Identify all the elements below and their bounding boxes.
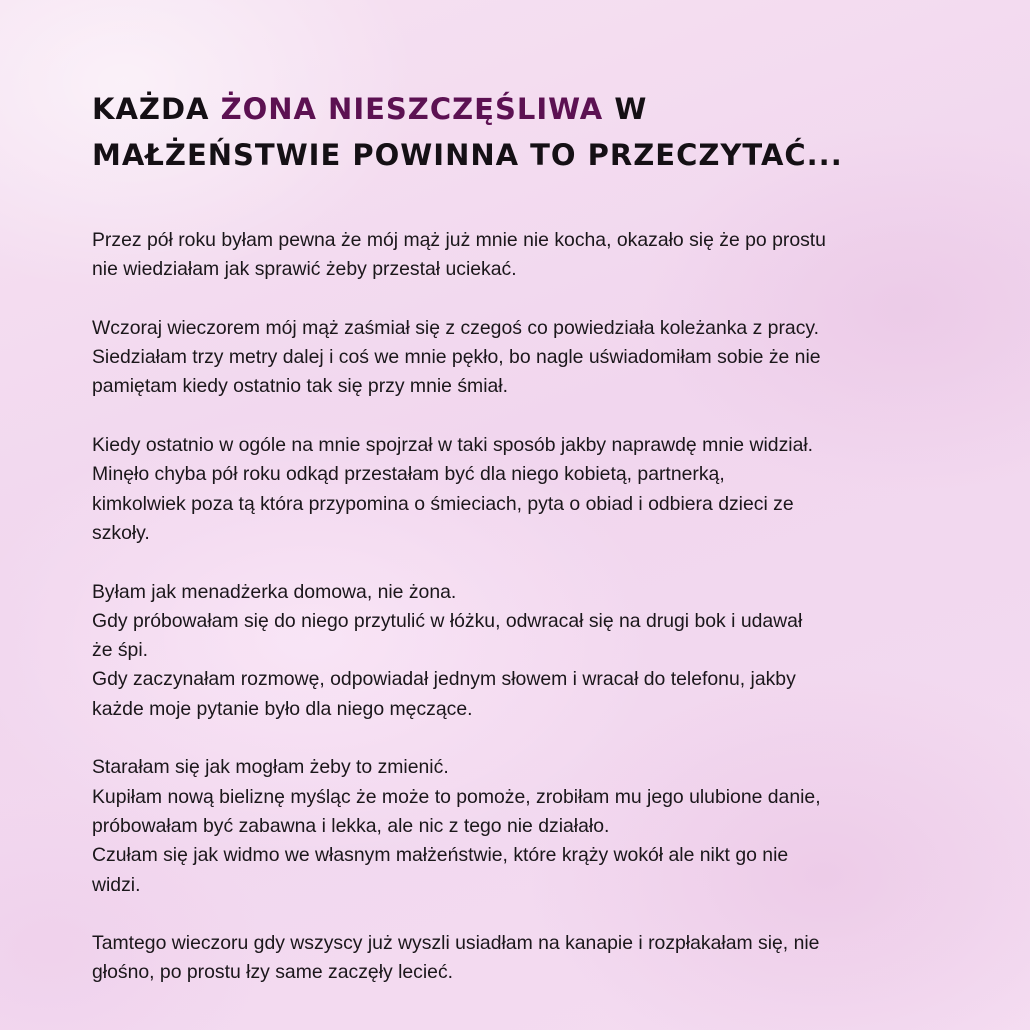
headline-part-2: W <box>603 92 648 126</box>
paragraph-4 <box>92 578 962 724</box>
paragraph-line: próbowałam być zabawna i lekka, ale nic z tego nie działało. <box>92 814 610 837</box>
paragraph-line: Kupiłam nową bieliznę myśląc że może to pomoże, zrobiłam mu jego ulubione danie, <box>92 785 821 808</box>
paragraph-line: Czułam się jak widmo we własnym małżeństwie, które krąży wokół ale nikt go nie <box>92 844 789 867</box>
paragraph-line: pamiętam kiedy ostatnio tak się przy mnie śmiał. <box>92 375 508 398</box>
headline-part-1: KAŻDA <box>92 92 221 126</box>
paragraph-line: głośno, po prostu łzy same zaczęły lecieć. <box>92 961 454 984</box>
headline-accent: ŻONA NIESZCZĘŚLIWA <box>220 92 604 126</box>
paragraph-line: każde moje pytanie było dla niego męczące. <box>92 697 473 720</box>
paragraph-line: Byłam jak menadżerka domowa, nie żona. <box>92 580 457 603</box>
paragraph-line: nie wiedziałam jak sprawić żeby przestał uciekać. <box>92 258 517 281</box>
paragraph-3 <box>92 431 962 548</box>
paragraph-line: Gdy zaczynałam rozmowę, odpowiadał jednym słowem i wracał do telefonu, jakby <box>92 668 796 691</box>
story-body <box>92 226 962 1017</box>
paragraph-5 <box>92 753 962 899</box>
paragraph-line: Siedziałam trzy metry dalej i coś we mnie pękło, bo nagle uświadomiłam sobie że nie <box>92 346 821 369</box>
paragraph-line: widzi. <box>92 873 141 896</box>
paragraph-1 <box>92 226 962 285</box>
paragraph-2 <box>92 314 962 402</box>
headline <box>92 86 972 178</box>
paragraph-line: Gdy próbowałam się do niego przytulić w łóżku, odwracał się na drugi bok i udawał <box>92 609 803 632</box>
paragraph-line: że śpi. <box>92 639 149 662</box>
paragraph-line: Tamtego wieczoru gdy wszyscy już wyszli usiadłam na kanapie i rozpłakałam się, nie <box>92 932 820 955</box>
paragraph-6 <box>92 929 962 988</box>
paragraph-line: Minęło chyba pół roku odkąd przestałam być dla niego kobietą, partnerką, <box>92 463 725 486</box>
paragraph-line: Przez pół roku byłam pewna że mój mąż już mnie nie kocha, okazało się że po prostu <box>92 229 826 251</box>
paragraph-line: Wczoraj wieczorem mój mąż zaśmiał się z czegoś co powiedziała koleżanka z pracy. <box>92 316 820 339</box>
paragraph-line: szkoły. <box>92 521 150 544</box>
paragraph-line: Starałam się jak mogłam żeby to zmienić. <box>92 756 449 779</box>
paragraph-line: Kiedy ostatnio w ogóle na mnie spojrzał w taki sposób jakby naprawdę mnie widział. <box>92 434 814 457</box>
paragraph-line: kimkolwiek poza tą która przypomina o śmieciach, pyta o obiad i odbiera dzieci ze <box>92 492 794 515</box>
headline-line-2: MAŁŻEŃSTWIE POWINNA TO PRZECZYTAĆ... <box>92 138 843 172</box>
